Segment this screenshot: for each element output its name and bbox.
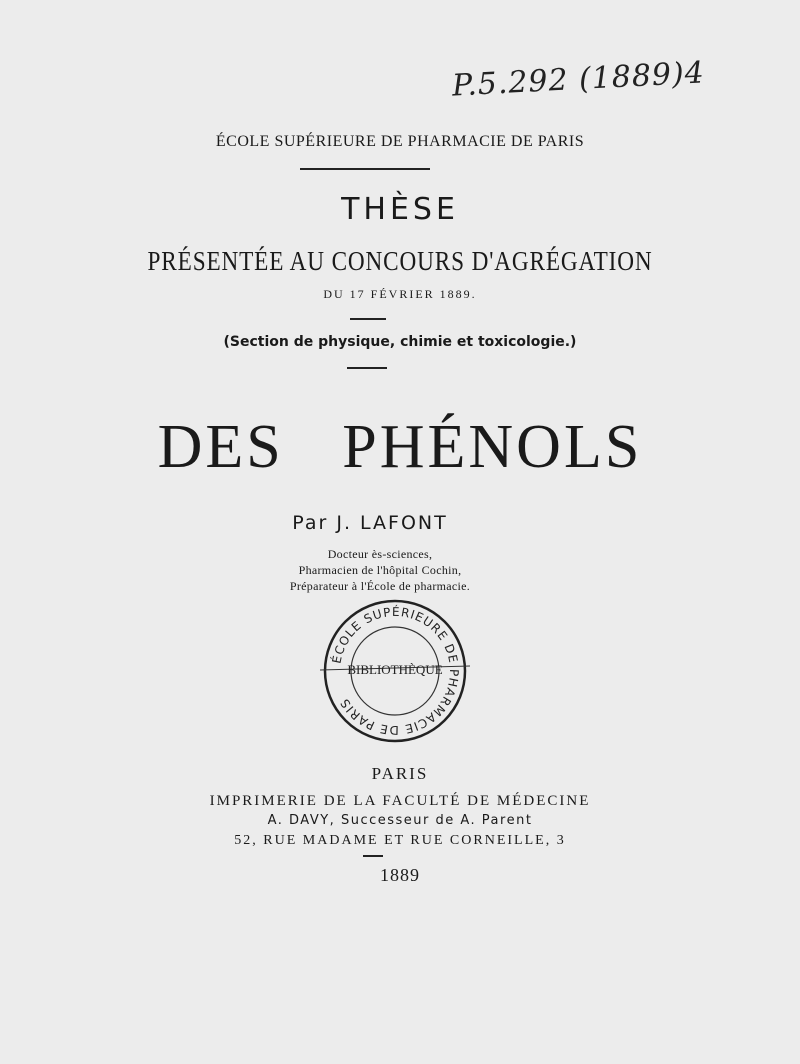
divider: [350, 318, 386, 320]
stamp-ring-text: ÉCOLE SUPÉRIEURE DE PHARMACIE DE PARIS: [329, 604, 462, 738]
imprint-city: PARIS: [371, 764, 429, 783]
thesis-label: THÈSE: [341, 192, 459, 227]
handwritten-shelfmark: P.5.292 (1889)4: [451, 55, 706, 104]
author-name: J. LAFONT: [336, 512, 448, 534]
imprint-successor: A. DAVY, Successeur de A. Parent: [267, 813, 533, 828]
credential-line: Pharmacien de l'hôpital Cochin,: [298, 563, 462, 577]
divider: [347, 367, 387, 369]
section-note: (Section de physique, chimie et toxicologie.): [223, 334, 577, 350]
credential-line: Docteur ès-sciences,: [327, 547, 433, 561]
date-line: DU 17 FÉVRIER 1889.: [323, 287, 477, 301]
publication-year: 1889: [380, 865, 420, 885]
school-name: ÉCOLE SUPÉRIEURE DE PHARMACIE DE PARIS: [215, 133, 585, 150]
book-title: DES PHÉNOLS: [157, 413, 643, 481]
presentation-line: PRÉSENTÉE AU CONCOURS D'AGRÉGATION: [147, 246, 653, 276]
imprint-address: 52, RUE MADAME ET RUE CORNEILLE, 3: [234, 833, 566, 848]
stamp-center-text: BIBLIOTHÈQUE: [347, 662, 443, 677]
credential-line: Préparateur à l'École de pharmacie.: [289, 579, 471, 593]
imprint-printer: IMPRIMERIE DE LA FACULTÉ DE MÉDECINE: [209, 793, 591, 809]
author-line: [0, 512, 770, 534]
divider: [363, 855, 383, 857]
divider: [300, 168, 430, 170]
author-prefix: Par: [292, 512, 329, 534]
library-stamp: [320, 596, 470, 746]
